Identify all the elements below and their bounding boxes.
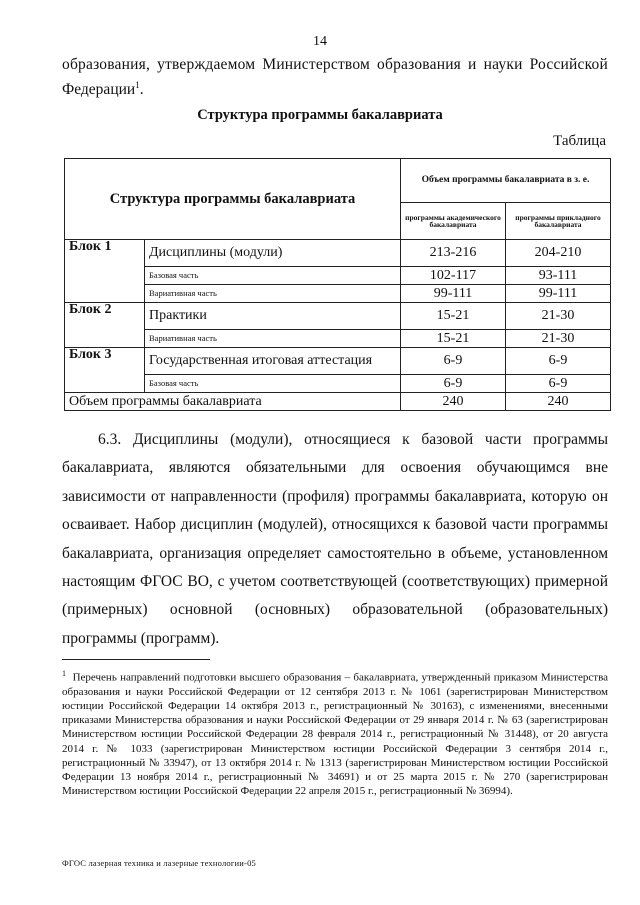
row-applied: 21-30 [506,303,611,330]
page-number: 14 [313,34,327,49]
footnote [62,667,608,798]
row-applied: 6-9 [506,375,611,393]
row-name: Государственная итоговая аттестация [145,348,401,375]
row-name: Базовая часть [145,267,401,285]
table-row [65,285,611,303]
row-name: Дисциплины (модули) [145,240,401,267]
row-applied: 204-210 [506,240,611,267]
total-academic: 240 [401,393,506,411]
row-academic: 15-21 [401,303,506,330]
row-name: Практики [145,303,401,330]
block-2-label: Блок 2 [65,303,145,348]
table-row [65,267,611,285]
row-applied: 93-111 [506,267,611,285]
row-academic: 6-9 [401,348,506,375]
row-applied: 99-111 [506,285,611,303]
intro-line-2-text: Федерации [62,81,136,99]
page-footer: ФГОС лазерная техника и лазерные технологии-05 [62,858,256,868]
intro-line-2 [62,80,608,99]
table-row [65,375,611,393]
paragraph-text: 6.3. Дисциплины (модули), относящиеся к базовой части программы бакалавриата, являются обязательными для освоения обучающимся вне зависимости от направленности (профиля) программы бакалавриата, которую он осваивает. Набор дисциплин (модулей), относящихся к базовой части программы бакалавриата, организация определяет самостоятельно в объеме, установленном настоящим ФГОС ВО, с учетом соответствующей (соответствующих) примерной (примерных) основной (основных) образовательной (образовательных) программы (программ). [62,431,608,647]
footnote-reference[interactable]: 1 [135,80,140,90]
row-academic: 99-111 [401,285,506,303]
block-3-label: Блок 3 [65,348,145,393]
intro-line-2-end: . [139,81,144,99]
row-name: Базовая часть [145,375,401,393]
row-applied: 6-9 [506,348,611,375]
row-applied: 21-30 [506,330,611,348]
table-row [65,330,611,348]
row-academic: 6-9 [401,375,506,393]
table-row [65,348,611,375]
block-1-label: Блок 1 [65,240,145,303]
header-academic: программы академического бакалавриата [401,203,506,240]
footnote-text: Перечень направлений подготовки высшего образования – бакалавриата, утвержденный приказом Министерства образования и науки Российской Федерации от 12 сентября 2013 г. № 1061 (зарегистрирован Министерством юстиции Российской Федерации 14 октября 2013 г., регистрационный № 30163), с изменениями, внесенными приказами Министерства образования и науки Российской Федерации от 29 января 2014 г. № 63 (зарегистрирован Министерством юстиции Российской Федерации 28 февраля 2014 г., регистрационный № 31448), от 20 августа 2014 г. № 1033 (зарегистрирован Министерством юстиции Российской Федерации 3 сентября 2014 г., регистрационный № 33947), от 13 октября 2014 г. № 1313 (зарегистрирован Министерством юстиции Российской Федерации 13 ноября 2014 г., регистрационный № 34691) и от 25 марта 2015 г. № 270 (зарегистрирован Министерством юстиции Российской Федерации 22 апреля 2015 г., регистрационный № 36994). [62,671,608,798]
table-row [65,240,611,267]
table-row [65,303,611,330]
row-name: Вариативная часть [145,330,401,348]
row-academic: 102-117 [401,267,506,285]
table-label: Таблица [553,133,606,149]
footnote-mark: 1 [62,669,66,678]
section-title: Структура программы бакалавриата [197,107,443,123]
header-applied: программы прикладного бакалавриата [506,203,611,240]
header-structure: Структура программы бакалавриата [65,159,401,240]
structure-table [64,158,611,411]
paragraph-6-3 [62,426,608,653]
total-label: Объем программы бакалавриата [65,393,401,411]
header-volume: Объем программы бакалавриата в з. е. [401,159,611,203]
row-academic: 213-216 [401,240,506,267]
footnote-divider [62,659,210,660]
row-academic: 15-21 [401,330,506,348]
total-row [65,393,611,411]
intro-line-1: образования, утверждаемом Министерством образования и науки Российской [62,56,608,73]
row-name: Вариативная часть [145,285,401,303]
total-applied: 240 [506,393,611,411]
